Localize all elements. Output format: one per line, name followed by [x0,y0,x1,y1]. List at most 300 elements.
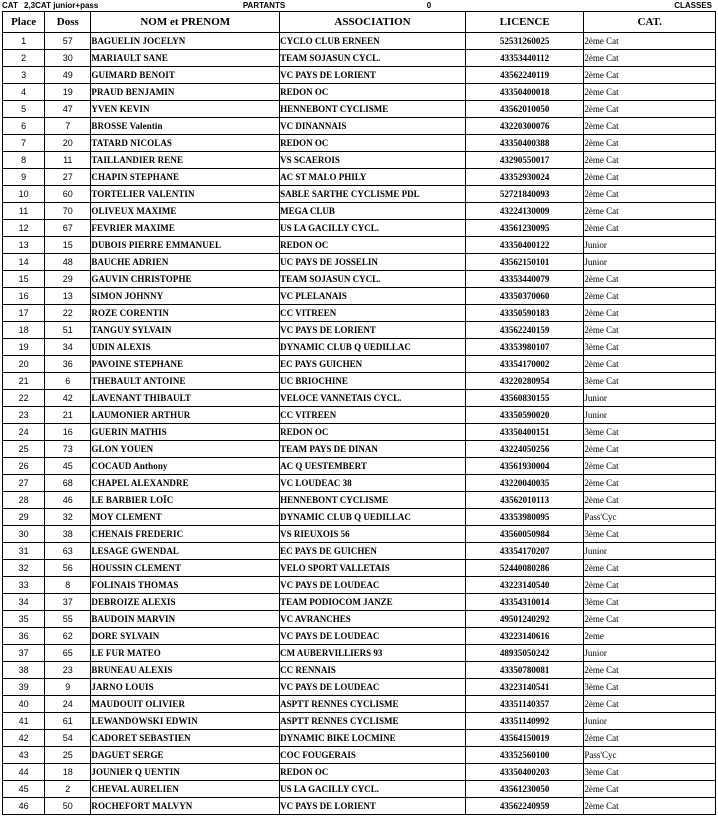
table-row [3,254,716,271]
cell-licence: 43350400151 [465,424,583,441]
cell-doss: 62 [45,628,91,645]
table-row [3,526,716,543]
cell-place: 29 [3,509,45,526]
cell-doss: 46 [45,492,91,509]
table-row [3,135,716,152]
cell-place: 6 [3,118,45,135]
cell-association: EC PAYS DE GUICHEN [280,543,466,560]
table-row [3,458,716,475]
cell-doss: 23 [45,662,91,679]
partants-label: PARTANTS [242,1,286,10]
cell-licence: 43220280954 [465,373,583,390]
cell-association: VC PAYS DE LOUDEAC [280,577,466,594]
cell-nom: UDIN ALEXIS [91,339,280,356]
cell-licence: 43224130009 [465,203,583,220]
cell-nom: CHAPEL ALEXANDRE [91,475,280,492]
cell-cat: 2ème Cat [584,33,716,50]
cell-cat: 2ème Cat [584,50,716,67]
cell-cat: 3ème Cat [584,424,716,441]
cell-nom: PAVOINE STEPHANE [91,356,280,373]
cell-nom: YVEN KEVIN [91,101,280,118]
cell-cat: 2ème Cat [584,441,716,458]
cell-place: 30 [3,526,45,543]
table-header [3,12,716,33]
column-header-place: Place [3,12,45,33]
cell-nom: OLIVEUX MAXIME [91,203,280,220]
table-row [3,798,716,815]
cell-nom: BRUNEAU ALEXIS [91,662,280,679]
cell-doss: 45 [45,458,91,475]
cell-doss: 29 [45,271,91,288]
cell-nom: JOUNIER Q UENTIN [91,764,280,781]
cell-association: VC LOUDEAC 38 [280,475,466,492]
cell-licence: 43560830155 [465,390,583,407]
cell-doss: 6 [45,373,91,390]
cell-doss: 42 [45,390,91,407]
cell-association: VC PLELANAIS [280,288,466,305]
classes-label: CLASSES [674,1,712,10]
cell-place: 24 [3,424,45,441]
cell-place: 8 [3,152,45,169]
cell-place: 23 [3,407,45,424]
cell-licence: 43290550017 [465,152,583,169]
cell-association: HENNEBONT CYCLISME [280,101,466,118]
cell-association: REDON OC [280,84,466,101]
table-row [3,730,716,747]
cell-association: DYNAMIC CLUB Q UEDILLAC [280,509,466,526]
cell-place: 7 [3,135,45,152]
table-body [3,33,716,815]
cell-doss: 55 [45,611,91,628]
cell-doss: 65 [45,645,91,662]
table-row [3,764,716,781]
column-header-association: ASSOCIATION [280,12,466,33]
cell-licence: 43223140540 [465,577,583,594]
cell-doss: 22 [45,305,91,322]
cell-cat: 2ème Cat [584,696,716,713]
cell-cat: 2ème Cat [584,220,716,237]
cell-place: 27 [3,475,45,492]
cell-cat: 2ème Cat [584,781,716,798]
cell-doss: 38 [45,526,91,543]
cell-cat: 2ème Cat [584,101,716,118]
table-row [3,628,716,645]
cell-doss: 67 [45,220,91,237]
cell-nom: LE BARBIER LOÏC [91,492,280,509]
cell-association: VC AVRANCHES [280,611,466,628]
cell-nom: BAGUELIN JOCELYN [91,33,280,50]
table-row [3,101,716,118]
partants-value: 0 [426,1,432,10]
cell-doss: 13 [45,288,91,305]
cell-cat: 2ème Cat [584,169,716,186]
cell-nom: GAUVIN CHRISTOPHE [91,271,280,288]
cell-cat: Junior [584,407,716,424]
cell-licence: 43223140616 [465,628,583,645]
cell-cat: 2ème Cat [584,305,716,322]
cell-cat: 3ème Cat [584,594,716,611]
cell-nom: TORTELIER VALENTIN [91,186,280,203]
cell-nom: BAUCHE ADRIEN [91,254,280,271]
cell-licence: 43561230095 [465,220,583,237]
cell-association: VC PAYS DE LORIENT [280,67,466,84]
header-row [3,12,716,33]
table-row [3,594,716,611]
table-row [3,662,716,679]
cell-licence: 48935050242 [465,645,583,662]
cell-nom: GLON YOUEN [91,441,280,458]
cell-place: 39 [3,679,45,696]
cell-association: VS RIEUXOIS 56 [280,526,466,543]
cell-doss: 2 [45,781,91,798]
cell-place: 35 [3,611,45,628]
cell-licence: 52440080286 [465,560,583,577]
cell-licence: 43350400388 [465,135,583,152]
cell-licence: 43220300076 [465,118,583,135]
cell-nom: JARNO LOUIS [91,679,280,696]
cell-cat: Junior [584,254,716,271]
cell-association: TEAM PAYS DE DINAN [280,441,466,458]
table-row [3,696,716,713]
cell-cat: 2eme [584,628,716,645]
cell-place: 46 [3,798,45,815]
cell-doss: 47 [45,101,91,118]
cell-cat: Junior [584,645,716,662]
cell-cat: 2ème Cat [584,730,716,747]
cell-association: AC ST MALO PHILY [280,169,466,186]
cell-place: 10 [3,186,45,203]
cell-place: 2 [3,50,45,67]
table-row [3,237,716,254]
cell-place: 11 [3,203,45,220]
table-row [3,747,716,764]
cell-nom: ROCHEFORT MALVYN [91,798,280,815]
cell-nom: LESAGE GWENDAL [91,543,280,560]
cell-cat: 2ème Cat [584,577,716,594]
cell-nom: FEVRIER MAXIME [91,220,280,237]
cell-association: US LA GACILLY CYCL. [280,220,466,237]
cell-cat: 2ème Cat [584,662,716,679]
table-row [3,288,716,305]
cell-licence: 43350400203 [465,764,583,781]
cell-cat: 2ème Cat [584,560,716,577]
cell-doss: 63 [45,543,91,560]
cell-cat: 2ème Cat [584,458,716,475]
cell-cat: 2ème Cat [584,135,716,152]
cell-association: UC BRIOCHINE [280,373,466,390]
cell-nom: LAUMONIER ARTHUR [91,407,280,424]
cell-doss: 9 [45,679,91,696]
table-row [3,67,716,84]
cell-doss: 70 [45,203,91,220]
cell-nom: BROSSE Valentin [91,118,280,135]
cell-doss: 73 [45,441,91,458]
cell-place: 3 [3,67,45,84]
cell-nom: CADORET SEBASTIEN [91,730,280,747]
cell-cat: Pass'Cyc [584,509,716,526]
cell-nom: LAVENANT THIBAULT [91,390,280,407]
cell-doss: 61 [45,713,91,730]
column-header-licence: LICENCE [465,12,583,33]
cell-licence: 43353980107 [465,339,583,356]
cell-licence: 43561230050 [465,781,583,798]
cell-cat: 2ème Cat [584,288,716,305]
table-row [3,713,716,730]
cell-nom: ROZE CORENTIN [91,305,280,322]
cell-licence: 43354170002 [465,356,583,373]
cell-association: VELO SPORT VALLETAIS [280,560,466,577]
cell-place: 34 [3,594,45,611]
cell-licence: 43562150101 [465,254,583,271]
cell-place: 37 [3,645,45,662]
cell-doss: 32 [45,509,91,526]
cell-association: EC PAYS GUICHEN [280,356,466,373]
cell-cat: Junior [584,390,716,407]
cell-association: VC PAYS DE LOUDEAC [280,679,466,696]
cell-doss: 68 [45,475,91,492]
cell-association: VELOCE VANNETAIS CYCL. [280,390,466,407]
cell-licence: 43223140541 [465,679,583,696]
cell-cat: 2ème Cat [584,152,716,169]
cat-label: CAT [2,1,18,10]
cell-place: 22 [3,390,45,407]
cell-licence: 43353440112 [465,50,583,67]
cell-cat: 3ème Cat [584,764,716,781]
table-row [3,390,716,407]
cell-doss: 54 [45,730,91,747]
cell-nom: HOUSSIN CLEMENT [91,560,280,577]
cell-place: 19 [3,339,45,356]
column-header-doss: Doss [45,12,91,33]
table-row [3,33,716,50]
cell-cat: 2ème Cat [584,611,716,628]
cat-value: 2,3CAT junior+pass [24,1,99,10]
cell-nom: GUERIN MATHIS [91,424,280,441]
cell-association: CC VITREEN [280,407,466,424]
cell-nom: DORE SYLVAIN [91,628,280,645]
cell-association: MEGA CLUB [280,203,466,220]
cell-place: 31 [3,543,45,560]
cell-place: 21 [3,373,45,390]
cell-place: 15 [3,271,45,288]
table-row [3,220,716,237]
cell-association: REDON OC [280,424,466,441]
table-row [3,271,716,288]
cell-cat: 2ème Cat [584,67,716,84]
cell-association: UC PAYS DE JOSSELIN [280,254,466,271]
cell-nom: CHAPIN STEPHANE [91,169,280,186]
cell-cat: Pass'Cyc [584,747,716,764]
cell-doss: 8 [45,577,91,594]
cell-place: 45 [3,781,45,798]
cell-doss: 18 [45,764,91,781]
cell-doss: 21 [45,407,91,424]
cell-association: VC DINANNAIS [280,118,466,135]
cell-doss: 25 [45,747,91,764]
cell-cat: 2ème Cat [584,84,716,101]
cell-association: AC Q UESTEMBERT [280,458,466,475]
cell-association: VC PAYS DE LORIENT [280,322,466,339]
cell-licence: 43561930004 [465,458,583,475]
cell-place: 12 [3,220,45,237]
cell-association: ASPTT RENNES CYCLISME [280,696,466,713]
cell-nom: BAUDOIN MARVIN [91,611,280,628]
table-row [3,509,716,526]
cell-doss: 57 [45,33,91,50]
cell-licence: 43354310014 [465,594,583,611]
cell-place: 26 [3,458,45,475]
cell-cat: 2ème Cat [584,271,716,288]
cell-cat: 3ème Cat [584,526,716,543]
table-row [3,339,716,356]
cell-place: 32 [3,560,45,577]
cell-licence: 43353980095 [465,509,583,526]
table-row [3,152,716,169]
cell-doss: 56 [45,560,91,577]
cell-licence: 43564150019 [465,730,583,747]
cell-licence: 43560050984 [465,526,583,543]
table-row [3,611,716,628]
cell-doss: 30 [45,50,91,67]
column-header-nom: NOM et PRENOM [91,12,280,33]
cell-association: REDON OC [280,135,466,152]
cell-association: US LA GACILLY CYCL. [280,781,466,798]
cell-doss: 60 [45,186,91,203]
cell-licence: 43350780081 [465,662,583,679]
cell-place: 13 [3,237,45,254]
cell-association: DYNAMIC BIKE LOCMINE [280,730,466,747]
cell-association: TEAM SOJASUN CYCL. [280,50,466,67]
meta-strip [0,0,718,11]
cell-nom: THEBAULT ANTOINE [91,373,280,390]
cell-nom: TAILLANDIER RENE [91,152,280,169]
table-row [3,441,716,458]
table-row [3,679,716,696]
cell-cat: 3ème Cat [584,339,716,356]
cell-cat: Junior [584,543,716,560]
cell-licence: 43352930024 [465,169,583,186]
cell-nom: TATARD NICOLAS [91,135,280,152]
cell-nom: SIMON JOHNNY [91,288,280,305]
cell-licence: 43352560100 [465,747,583,764]
cell-doss: 20 [45,135,91,152]
cell-place: 33 [3,577,45,594]
cell-doss: 16 [45,424,91,441]
cell-nom: DEBROIZE ALEXIS [91,594,280,611]
table-row [3,781,716,798]
cell-doss: 27 [45,169,91,186]
cell-licence: 43354170207 [465,543,583,560]
cell-place: 41 [3,713,45,730]
cell-doss: 7 [45,118,91,135]
table-row [3,186,716,203]
cell-doss: 51 [45,322,91,339]
cell-nom: GUIMARD BENOIT [91,67,280,84]
cell-cat: 2ème Cat [584,492,716,509]
table-row [3,118,716,135]
cell-cat: 3ème Cat [584,373,716,390]
cell-nom: LE FUR MATEO [91,645,280,662]
table-row [3,407,716,424]
cell-cat: 2ème Cat [584,322,716,339]
cell-place: 17 [3,305,45,322]
cell-licence: 43353440079 [465,271,583,288]
column-header-cat: CAT. [584,12,716,33]
cell-association: CC VITREEN [280,305,466,322]
cell-doss: 49 [45,67,91,84]
table-row [3,305,716,322]
cell-place: 4 [3,84,45,101]
cell-place: 18 [3,322,45,339]
cell-licence: 43220040035 [465,475,583,492]
cell-place: 38 [3,662,45,679]
cell-licence: 43350400122 [465,237,583,254]
cell-doss: 19 [45,84,91,101]
cell-association: COC FOUGERAIS [280,747,466,764]
cell-licence: 43562240119 [465,67,583,84]
cell-association: VC PAYS DE LORIENT [280,798,466,815]
cell-nom: MAUDOUIT OLIVIER [91,696,280,713]
table-row [3,322,716,339]
table-row [3,577,716,594]
cell-association: CM AUBERVILLIERS 93 [280,645,466,662]
cell-place: 25 [3,441,45,458]
cell-association: VS SCAEROIS [280,152,466,169]
cell-licence: 43562240959 [465,798,583,815]
cell-association: CYCLO CLUB ERNEEN [280,33,466,50]
cell-place: 43 [3,747,45,764]
cell-doss: 24 [45,696,91,713]
cell-place: 9 [3,169,45,186]
cell-cat: Junior [584,713,716,730]
cell-licence: 43351140992 [465,713,583,730]
cell-licence: 52531260025 [465,33,583,50]
cell-licence: 43350400018 [465,84,583,101]
cell-cat: 2ème Cat [584,186,716,203]
cell-licence: 43562010113 [465,492,583,509]
table-row [3,84,716,101]
cell-association: REDON OC [280,764,466,781]
cell-nom: TANGUY SYLVAIN [91,322,280,339]
cell-doss: 37 [45,594,91,611]
cell-place: 14 [3,254,45,271]
cell-cat: 2ème Cat [584,798,716,815]
table-row [3,169,716,186]
cell-nom: FOLINAIS THOMAS [91,577,280,594]
cell-licence: 43224050256 [465,441,583,458]
cell-place: 28 [3,492,45,509]
cell-nom: CHEVAL AURELIEN [91,781,280,798]
cell-licence: 43350590020 [465,407,583,424]
cell-licence: 43350370060 [465,288,583,305]
cell-association: SABLE SARTHE CYCLISME PDL [280,186,466,203]
cell-place: 1 [3,33,45,50]
cell-nom: CHENAIS FREDERIC [91,526,280,543]
cell-cat: 2ème Cat [584,356,716,373]
cell-association: TEAM SOJASUN CYCL. [280,271,466,288]
cell-association: CC RENNAIS [280,662,466,679]
cell-cat: Junior [584,237,716,254]
cell-place: 44 [3,764,45,781]
cell-licence: 43562240159 [465,322,583,339]
table-row [3,492,716,509]
cell-association: VC PAYS DE LOUDEAC [280,628,466,645]
cell-place: 16 [3,288,45,305]
cell-nom: DAGUET SERGE [91,747,280,764]
cell-nom: LEWANDOWSKI EDWIN [91,713,280,730]
table-row [3,475,716,492]
cell-licence: 52721840093 [465,186,583,203]
